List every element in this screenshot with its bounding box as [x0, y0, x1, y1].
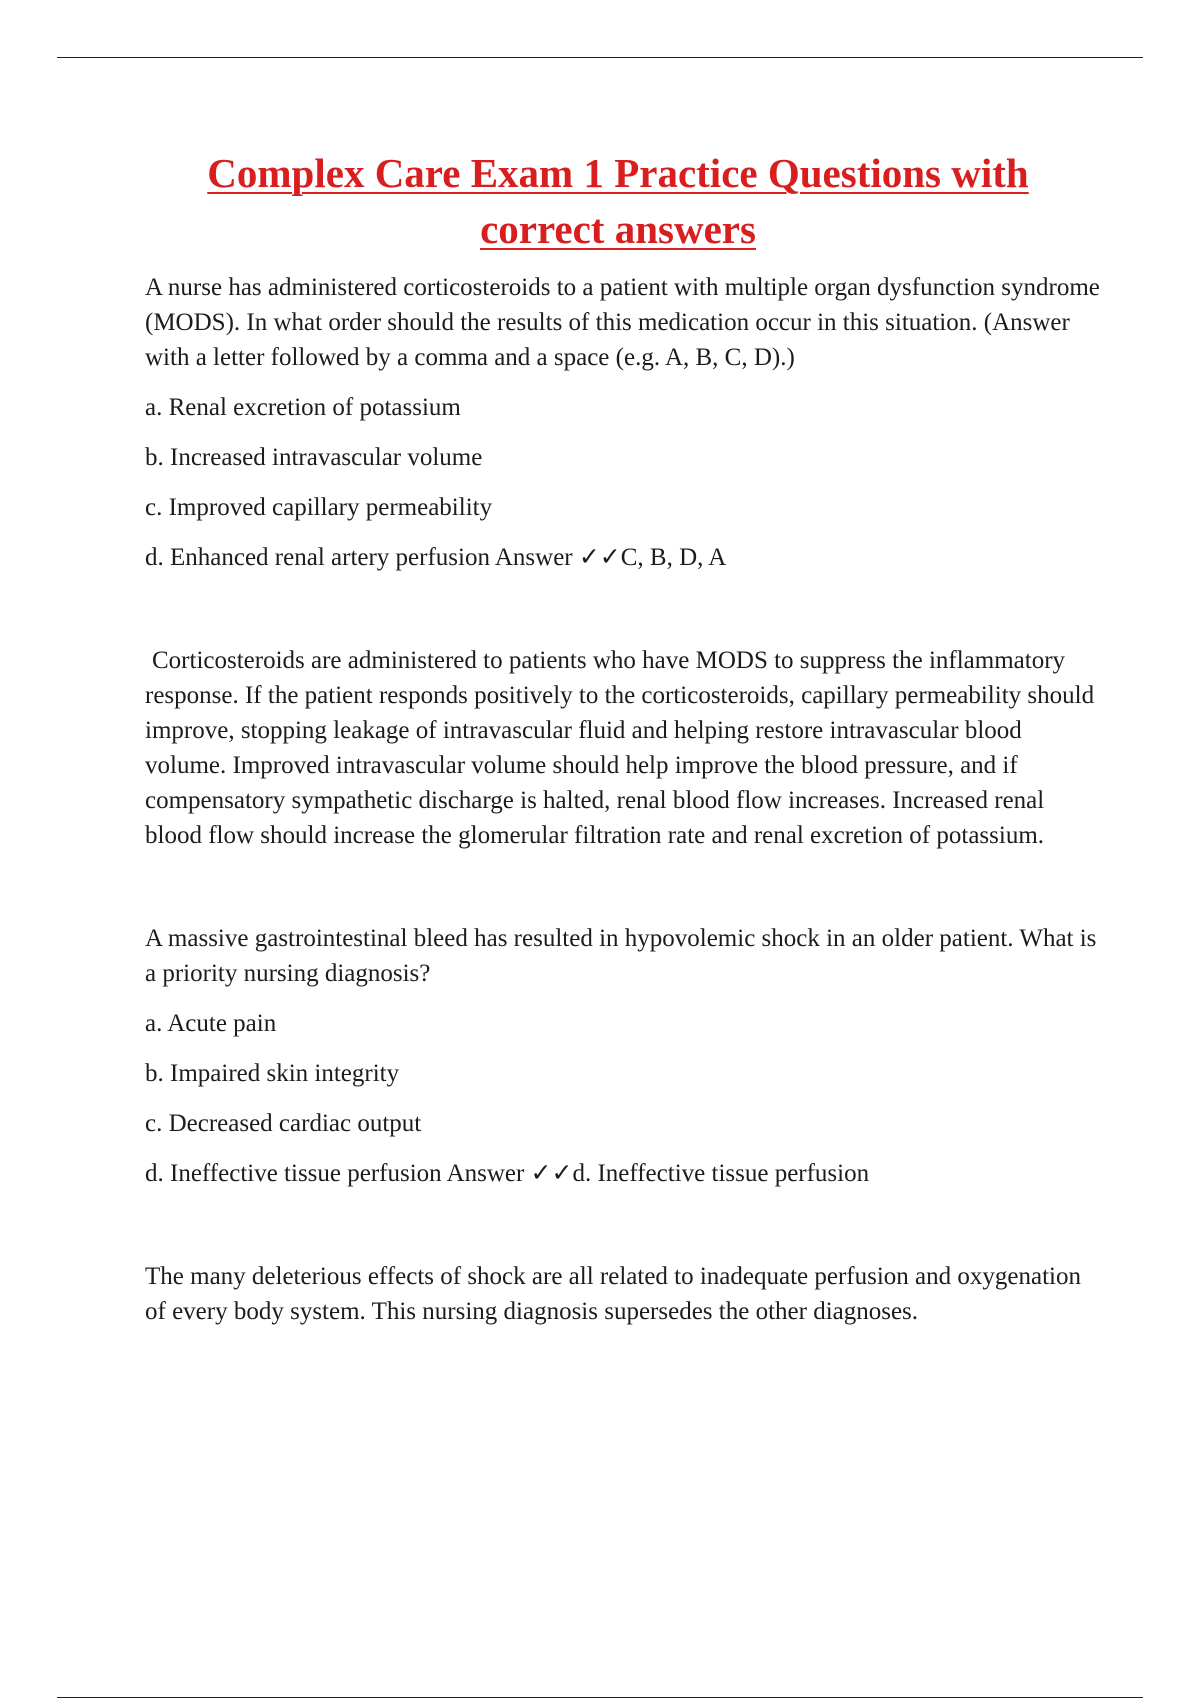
top-rule [57, 57, 1143, 58]
question-2-option-b: b. Impaired skin integrity [145, 1060, 400, 1087]
bottom-rule [57, 1697, 1143, 1698]
question-2-option-c: c. Decreased cardiac output [145, 1110, 422, 1137]
question-1-option-b: b. Increased intravascular volume [145, 444, 483, 471]
document-body [145, 270, 1100, 1397]
question-2-option-a: a. Acute pain [145, 1010, 277, 1037]
question-1-explanation: Corticosteroids are administered to patients who have MODS to suppress the inflammatory response. If the patient responds positively to the corticosteroids, capillary permeability should improve, stopping leakage of intravascular fluid and helping restore intravascular blood volume. Improved intravascular volume should help improve the blood pressure, and if compensatory sympathetic discharge is halted, renal blood flow increases. Increased renal blood flow should increase the glomerular filtration rate and renal excretion of potassium. [145, 647, 1095, 849]
question-1-option-d-answer: d. Enhanced renal artery perfusion Answer ✓✓C, B, D, A [145, 544, 727, 571]
question-2-option-d-answer: d. Ineffective tissue perfusion Answer ✓✓d. Ineffective tissue perfusion [145, 1160, 870, 1187]
question-1-option-a: a. Renal excretion of potassium [145, 394, 461, 421]
document-title: Complex Care Exam 1 Practice Questions with correct answers [207, 150, 1029, 252]
question-2: A massive gastrointestinal bleed has resulted in hypovolemic shock in an older patient. What is a priority nursing diagnosis? [145, 925, 1097, 987]
question-1: A nurse has administered corticosteroids to a patient with multiple organ dysfunction syndrome (MODS). In what order should the results of this medication occur in this situation. (Answer with a letter followed by a comma and a space (e.g. A, B, C, D).) [145, 274, 1100, 371]
question-2-explanation: The many deleterious effects of shock are all related to inadequate perfusion and oxygenation of every body system. This nursing diagnosis supersedes the other diagnoses. [145, 1263, 1081, 1325]
question-1-option-c: c. Improved capillary permeability [145, 494, 493, 521]
